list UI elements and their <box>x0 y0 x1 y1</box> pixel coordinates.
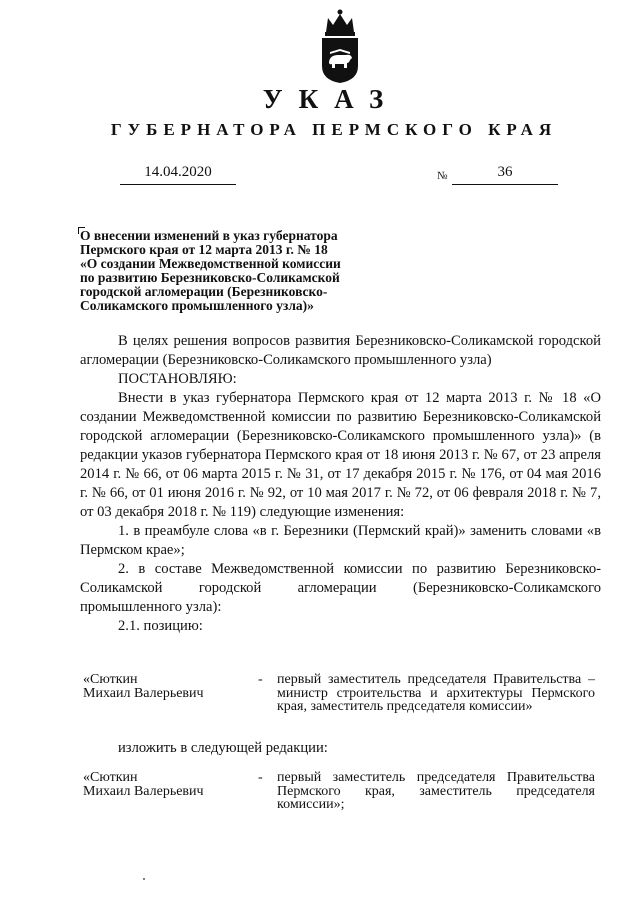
person-surname: «Сюткин <box>83 672 138 687</box>
subject-line: по развитию Березниковско-Соликамской <box>80 270 340 285</box>
separator-dash: - <box>258 770 263 785</box>
separator-dash: - <box>258 672 263 687</box>
person-name <box>83 673 253 700</box>
person-surname: «Сюткин <box>83 770 138 785</box>
document-number: 36 <box>452 164 558 185</box>
document-date: 14.04.2020 <box>120 164 236 185</box>
decree-word: ПОСТАНОВЛЯЮ: <box>118 371 237 387</box>
main-paragraph: Внести в указ губернатора Пермского края от 12 марта 2013 г. № 18 «О создании Межведомственной комиссии по развитию Березниковско-Соликамской городской агломерации (Березниковско-Соликамского промышленного узла)» (в редакции указов губернатора Пермского края от 18 июня 2013 г. № 67, от 23 апреля 2014 г. № 66, от 06 марта 2015 г. № 31, от 17 декабря 2015 г. № 176, от 04 мая 2016 г. № 66, от 01 июня 2016 г. № 92, от 10 мая 2017 г. № 72, от 06 февраля 2018 г. № 7, от 03 декабря 2018 г. № 119) следующие изменения: <box>80 390 601 520</box>
subject-line: Соликамского промышленного узла)» <box>80 298 314 313</box>
person-role: первый заместитель председателя Правительства Пермского края, заместитель председателя комиссии»; <box>277 770 595 813</box>
intro-paragraph: В целях решения вопросов развития Березниковско-Соликамской городской агломерации (Березниковско-Соликамского промышленного узла) <box>80 333 601 368</box>
position-old <box>80 673 601 733</box>
person-given-names: Михаил Валерьевич <box>83 783 204 799</box>
person-name <box>83 771 253 798</box>
item-2-1: 2.1. позицию: <box>118 618 203 634</box>
person-given-names: Михаил Валерьевич <box>83 685 204 701</box>
subject-line: О внесении изменений в указ губернатора <box>80 228 338 243</box>
document-type: УКАЗ <box>262 84 400 114</box>
subject-line: «О создании Межведомственной комиссии <box>80 256 341 271</box>
subject-line: Пермского края от 12 марта 2013 г. № 18 <box>80 242 328 257</box>
coat-of-arms-icon <box>316 8 364 84</box>
item-2: 2. в составе Межведомственной комиссии по развитию Березниковско-Соликамской городской агломерации (Березниковско-Соликамского промышленного узла): <box>80 561 601 615</box>
scan-speck <box>143 878 145 880</box>
position-new <box>80 771 601 819</box>
document-body <box>80 332 601 636</box>
item-1: 1. в преамбуле слова «в г. Березники (Пермский край)» заменить словами «в Пермском крае»; <box>80 523 601 558</box>
person-role: первый заместитель председателя Правительства – министр строительства и архитектуры Пермского края, заместитель председателя комиссии» <box>277 672 595 715</box>
document-subject <box>80 229 390 313</box>
restate-phrase: изложить в следующей редакции: <box>118 740 328 756</box>
subject-line: городской агломерации (Березниковско- <box>80 284 328 299</box>
number-label: № <box>437 170 448 182</box>
issuer-title: ГУБЕРНАТОРА ПЕРМСКОГО КРАЯ <box>110 120 558 139</box>
